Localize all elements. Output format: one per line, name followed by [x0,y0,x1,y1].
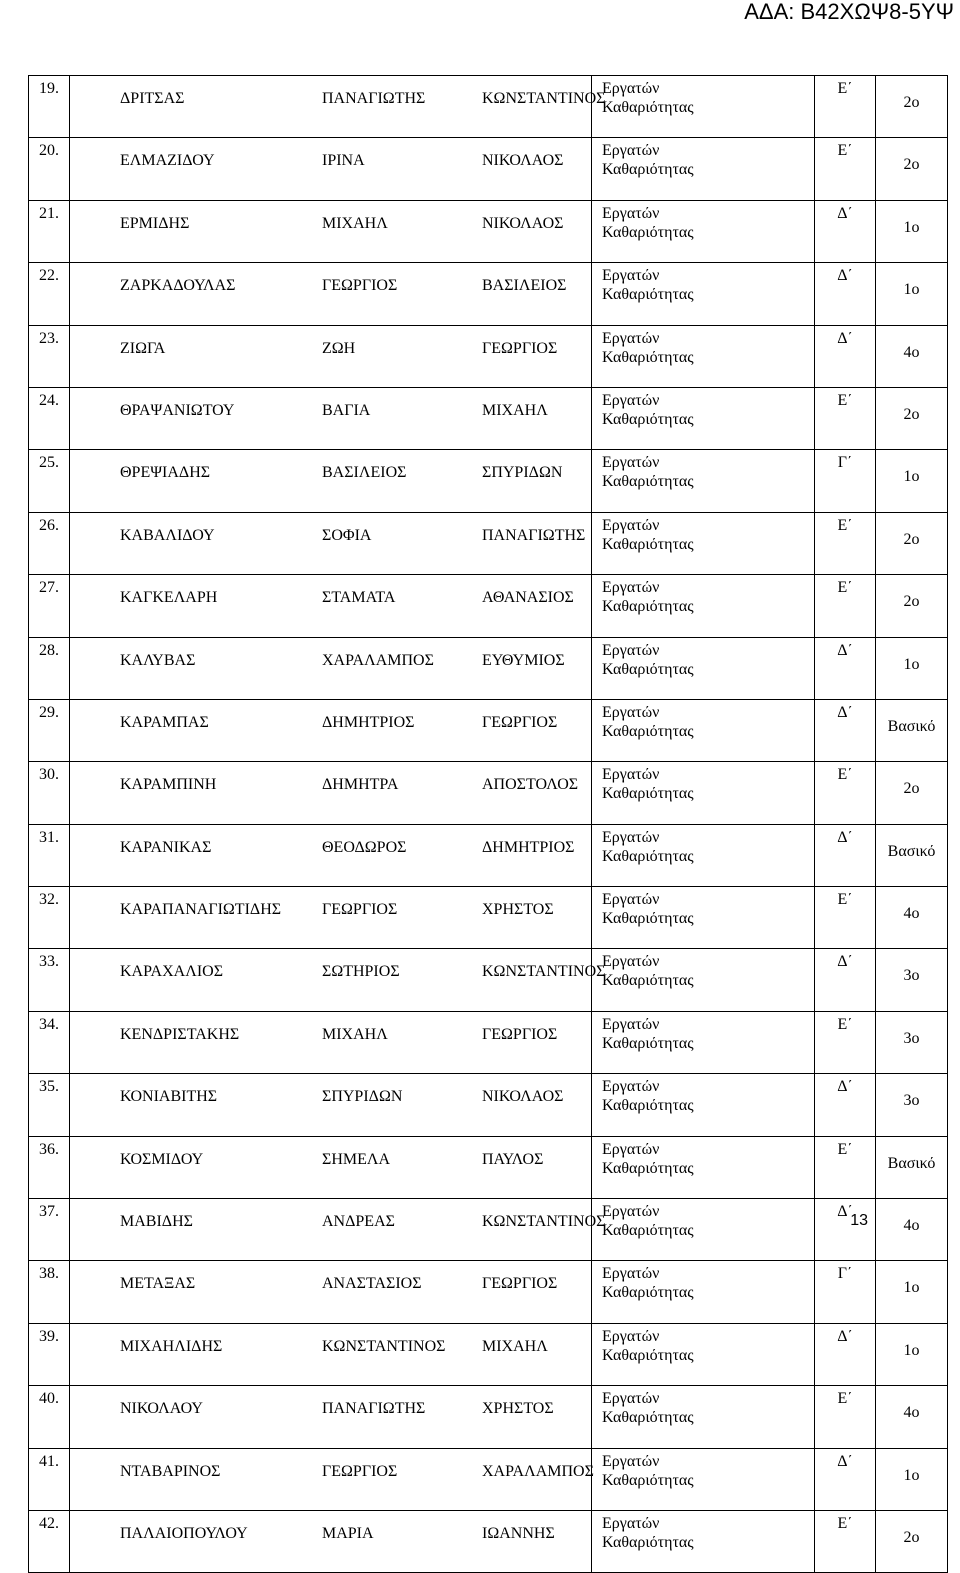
table-row [29,1261,948,1323]
grade: 2ο [876,575,948,637]
table-row [29,263,948,325]
surname: ΚΑΡΑΧΑΛΙΟΣ [120,963,224,981]
specialty-line-2: Καθαριότητας [602,1471,694,1489]
name-cell [70,325,592,387]
category: Δ΄ [815,325,876,387]
row-number: 38. [29,1261,70,1323]
specialty-cell [592,1136,815,1198]
category: Ε΄ [815,1510,876,1572]
first-name: ΜΙΧΑΗΛ [322,1025,388,1043]
specialty-line-1: Εργατών [602,828,660,846]
first-name: ΧΑΡΑΛΑΜΠΟΣ [322,651,434,669]
father-name: ΙΩΑΝΝΗΣ [482,1524,555,1542]
surname: ΚΑΡΑΝΙΚΑΣ [120,838,212,856]
father-name: ΧΑΡΑΛΑΜΠΟΣ [482,1462,594,1480]
category: Ε΄ [815,76,876,138]
row-number: 32. [29,887,70,949]
specialty-line-2: Καθαριότητας [602,1409,694,1427]
specialty-line-1: Εργατών [602,1078,660,1096]
father-name: ΑΠΟΣΤΟΛΟΣ [482,776,579,794]
category: Δ΄ [815,1074,876,1136]
surname: ΚΑΓΚΕΛΑΡΗ [120,589,218,607]
father-name: ΓΕΩΡΓΙΟΣ [482,1025,558,1043]
row-number: 27. [29,575,70,637]
specialty-line-2: Καθαριότητας [602,473,694,491]
specialty-cell [592,450,815,512]
table-row [29,887,948,949]
row-number: 40. [29,1386,70,1448]
surname: ΖΙΩΓΑ [120,339,166,357]
surname: ΕΡΜΙΔΗΣ [120,214,190,232]
specialty-cell [592,1510,815,1572]
table-row [29,1011,948,1073]
specialty-line-1: Εργατών [602,80,660,97]
first-name: ΙΡΙΝΑ [322,152,365,170]
specialty-line-1: Εργατών [602,142,660,160]
row-number: 19. [29,76,70,138]
specialty-line-2: Καθαριότητας [602,161,694,179]
first-name: ΓΕΩΡΓΙΟΣ [322,1462,398,1480]
grade: 1ο [876,1323,948,1385]
surname: ΠΑΛΑΙΟΠΟΥΛΟΥ [120,1524,248,1542]
table-row [29,637,948,699]
specialty-line-1: Εργατών [602,329,660,347]
category: Ε΄ [815,1011,876,1073]
row-number: 23. [29,325,70,387]
grade: 1ο [876,450,948,512]
first-name: ΓΕΩΡΓΙΟΣ [322,277,398,295]
table-row [29,1199,948,1261]
surname: ΚΑΡΑΠΑΝΑΓΙΩΤΙΔΗΣ [120,901,282,919]
father-name: ΚΩΝΣΤΑΝΤΙΝΟΣ [482,1213,606,1231]
table-row [29,699,948,761]
father-name: ΚΩΝΣΤΑΝΤΙΝΟΣ [482,90,606,107]
grade: 4ο [876,1386,948,1448]
specialty-line-2: Καθαριότητας [602,1222,694,1240]
name-cell [70,1448,592,1510]
specialty-line-1: Εργατών [602,267,660,285]
specialty-line-2: Καθαριότητας [602,598,694,616]
category: Δ΄ [815,824,876,886]
father-name: ΕΥΘΥΜΙΟΣ [482,651,565,669]
grade: 1ο [876,1261,948,1323]
specialty-cell [592,699,815,761]
specialty-line-2: Καθαριότητας [602,1346,694,1364]
first-name: ΣΠΥΡΙΔΩΝ [322,1088,403,1106]
employee-table-body [29,76,948,1573]
grade: 1ο [876,200,948,262]
specialty-line-1: Εργατών [602,579,660,597]
surname: ΝΤΑΒΑΡΙΝΟΣ [120,1462,221,1480]
table-row [29,325,948,387]
specialty-line-2: Καθαριότητας [602,1097,694,1115]
father-name: ΠΑΝΑΓΙΩΤΗΣ [482,526,586,544]
first-name: ΖΩΗ [322,339,356,357]
surname: ΖΑΡΚΑΔΟΥΛΑΣ [120,277,236,295]
grade: 4ο [876,325,948,387]
row-number: 20. [29,138,70,200]
first-name: ΘΕΟΔΩΡΟΣ [322,838,407,856]
surname: ΜΑΒΙΔΗΣ [120,1213,193,1231]
surname: ΚΑΛΥΒΑΣ [120,651,196,669]
first-name: ΑΝΔΡΕΑΣ [322,1213,395,1231]
table-row [29,138,948,200]
father-name: ΣΠΥΡΙΔΩΝ [482,464,563,482]
specialty-line-1: Εργατών [602,953,660,971]
specialty-cell [592,1199,815,1261]
specialty-cell [592,1448,815,1510]
row-number: 22. [29,263,70,325]
category: Δ΄ [815,699,876,761]
specialty-line-1: Εργατών [602,454,660,472]
specialty-cell [592,512,815,574]
specialty-cell [592,949,815,1011]
category: Ε΄ [815,512,876,574]
specialty-cell [592,76,815,138]
specialty-line-1: Εργατών [602,1203,660,1221]
surname: ΚΑΒΑΛΙΔΟΥ [120,526,215,544]
table-row [29,76,948,138]
father-name: ΜΙΧΑΗΛ [482,1337,548,1355]
father-name: ΓΕΩΡΓΙΟΣ [482,339,558,357]
specialty-line-1: Εργατών [602,703,660,721]
specialty-cell [592,762,815,824]
name-cell [70,387,592,449]
specialty-line-1: Εργατών [602,516,660,534]
row-number: 26. [29,512,70,574]
specialty-cell [592,200,815,262]
category: Δ΄ [815,263,876,325]
table-row [29,824,948,886]
row-number: 35. [29,1074,70,1136]
name-cell [70,575,592,637]
category: Γ΄ [815,450,876,512]
name-cell [70,450,592,512]
specialty-line-1: Εργατών [602,766,660,784]
first-name: ΔΗΜΗΤΡΑ [322,776,399,794]
specialty-line-1: Εργατών [602,1514,660,1532]
grade: Βασικό [876,1136,948,1198]
row-number: 30. [29,762,70,824]
first-name: ΜΙΧΑΗΛ [322,214,388,232]
surname: ΝΙΚΟΛΑΟΥ [120,1400,203,1418]
grade: Βασικό [876,824,948,886]
grade: 3ο [876,949,948,1011]
father-name: ΠΑΥΛΟΣ [482,1150,544,1168]
name-cell [70,200,592,262]
name-cell [70,263,592,325]
father-name: ΓΕΩΡΓΙΟΣ [482,713,558,731]
father-name: ΝΙΚΟΛΑΟΣ [482,1088,564,1106]
father-name: ΝΙΚΟΛΑΟΣ [482,214,564,232]
name-cell [70,887,592,949]
table-row [29,1323,948,1385]
table-row [29,1386,948,1448]
category: Ε΄ [815,1386,876,1448]
first-name: ΑΝΑΣΤΑΣΙΟΣ [322,1275,422,1293]
first-name: ΒΑΓΙΑ [322,401,371,419]
row-number: 39. [29,1323,70,1385]
specialty-line-1: Εργατών [602,391,660,409]
specialty-line-2: Καθαριότητας [602,1533,694,1551]
surname: ΕΛΜΑΖΙΔΟΥ [120,152,215,170]
specialty-line-1: Εργατών [602,1327,660,1345]
name-cell [70,1136,592,1198]
specialty-line-1: Εργατών [602,1140,660,1158]
surname: ΘΡΕΨΙΑΔΗΣ [120,464,211,482]
specialty-line-2: Καθαριότητας [602,847,694,865]
specialty-cell [592,1323,815,1385]
grade: 1ο [876,637,948,699]
category: Δ΄ [815,200,876,262]
category: Ε΄ [815,138,876,200]
name-cell [70,949,606,1011]
category: Ε΄ [815,387,876,449]
specialty-line-2: Καθαριότητας [602,348,694,366]
specialty-line-1: Εργατών [602,1015,660,1033]
specialty-line-2: Καθαριότητας [602,1159,694,1177]
table-row [29,1136,948,1198]
name-cell [70,1074,592,1136]
specialty-line-2: Καθαριότητας [602,785,694,803]
grade: 2ο [876,138,948,200]
father-name: ΓΕΩΡΓΙΟΣ [482,1275,558,1293]
grade: 2ο [876,76,948,138]
row-number: 24. [29,387,70,449]
specialty-line-2: Καθαριότητας [602,535,694,553]
row-number: 36. [29,1136,70,1198]
grade: 1ο [876,263,948,325]
surname: ΚΕΝΔΡΙΣΤΑΚΗΣ [120,1025,240,1043]
ada-code: ΑΔΑ: Β42ΧΩΨ8-5ΥΨ [744,0,954,24]
first-name: ΓΕΩΡΓΙΟΣ [322,901,398,919]
specialty-line-2: Καθαριότητας [602,1284,694,1302]
specialty-line-2: Καθαριότητας [602,99,694,116]
table-row [29,1510,948,1572]
name-cell [70,637,592,699]
first-name: ΣΗΜΕΛΑ [322,1150,391,1168]
specialty-cell [592,387,815,449]
grade: 4ο [876,887,948,949]
specialty-line-1: Εργατών [602,1265,660,1283]
category: Ε΄ [815,575,876,637]
specialty-line-2: Καθαριότητας [602,910,694,928]
first-name: ΒΑΣΙΛΕΙΟΣ [322,464,407,482]
specialty-cell [592,637,815,699]
first-name: ΣΩΤΗΡΙΟΣ [322,963,400,981]
specialty-cell [592,263,815,325]
table-row [29,512,948,574]
specialty-line-1: Εργατών [602,641,660,659]
row-number: 33. [29,949,70,1011]
specialty-cell [592,824,815,886]
first-name: ΜΑΡΙΑ [322,1524,374,1542]
specialty-cell [592,325,815,387]
specialty-line-1: Εργατών [602,891,660,909]
specialty-line-2: Καθαριότητας [602,722,694,740]
category: Δ΄ [815,1448,876,1510]
category: Ε΄ [815,762,876,824]
name-cell [70,699,592,761]
specialty-cell [592,1011,815,1073]
table-row [29,450,948,512]
employee-table [28,75,948,1573]
first-name: ΠΑΝΑΓΙΩΤΗΣ [322,1400,426,1418]
specialty-line-2: Καθαριότητας [602,223,694,241]
surname: ΚΟΣΜΙΔΟΥ [120,1150,204,1168]
first-name: ΚΩΝΣΤΑΝΤΙΝΟΣ [322,1337,446,1355]
specialty-cell [592,575,815,637]
father-name: ΜΙΧΑΗΛ [482,401,548,419]
father-name: ΧΡΗΣΤΟΣ [482,901,554,919]
row-number: 28. [29,637,70,699]
row-number: 41. [29,1448,70,1510]
row-number: 21. [29,200,70,262]
grade: 1ο [876,1448,948,1510]
father-name: ΝΙΚΟΛΑΟΣ [482,152,564,170]
specialty-cell [592,138,815,200]
name-cell [70,138,592,200]
table-row [29,1448,948,1510]
row-number: 34. [29,1011,70,1073]
specialty-cell [592,1261,815,1323]
name-cell [70,824,592,886]
grade: 2ο [876,387,948,449]
grade: Βασικό [876,699,948,761]
name-cell [70,76,606,138]
specialty-cell [592,887,815,949]
category: Δ΄ [815,1199,876,1261]
row-number: 37. [29,1199,70,1261]
category: Γ΄ [815,1261,876,1323]
row-number: 42. [29,1510,70,1572]
table-row [29,762,948,824]
row-number: 25. [29,450,70,512]
first-name: ΣΟΦΙΑ [322,526,372,544]
table-row [29,949,948,1011]
grade: 2ο [876,1510,948,1572]
father-name: ΔΗΜΗΤΡΙΟΣ [482,838,575,856]
name-cell [70,1199,606,1261]
father-name: ΧΡΗΣΤΟΣ [482,1400,554,1418]
surname: ΘΡΑΨΑΝΙΩΤΟΥ [120,401,235,419]
table-row [29,200,948,262]
name-cell [70,1386,592,1448]
grade: 2ο [876,512,948,574]
grade: 2ο [876,762,948,824]
table-row [29,575,948,637]
row-number: 29. [29,699,70,761]
specialty-line-1: Εργατών [602,1390,660,1408]
first-name: ΣΤΑΜΑΤΑ [322,589,396,607]
father-name: ΚΩΝΣΤΑΝΤΙΝΟΣ [482,963,606,981]
specialty-line-2: Καθαριότητας [602,286,694,304]
name-cell [70,1011,592,1073]
category: Ε΄ [815,1136,876,1198]
father-name: ΒΑΣΙΛΕΙΟΣ [482,277,567,295]
grade: 3ο [876,1074,948,1136]
grade: 4ο [876,1199,948,1261]
category: Δ΄ [815,949,876,1011]
name-cell [70,512,592,574]
specialty-line-2: Καθαριότητας [602,1034,694,1052]
category: Δ΄ [815,1323,876,1385]
specialty-line-1: Εργατών [602,204,660,222]
category: Ε΄ [815,887,876,949]
specialty-line-2: Καθαριότητας [602,660,694,678]
category: Δ΄ [815,637,876,699]
name-cell [70,1261,592,1323]
specialty-line-2: Καθαριότητας [602,972,694,990]
page-number: 13 [850,1212,868,1229]
surname: ΔΡΙΤΣΑΣ [120,90,185,107]
grade: 3ο [876,1011,948,1073]
surname: ΜΕΤΑΞΑΣ [120,1275,196,1293]
specialty-cell [592,1074,815,1136]
surname: ΚΑΡΑΜΠΑΣ [120,713,209,731]
name-cell [70,1510,592,1572]
table-row [29,387,948,449]
table-row [29,1074,948,1136]
name-cell [70,1323,592,1385]
surname: ΜΙΧΑΗΛΙΔΗΣ [120,1337,223,1355]
father-name: ΑΘΑΝΑΣΙΟΣ [482,589,574,607]
specialty-line-2: Καθαριότητας [602,410,694,428]
row-number: 31. [29,824,70,886]
first-name: ΠΑΝΑΓΙΩΤΗΣ [322,90,426,107]
specialty-cell [592,1386,815,1448]
surname: ΚΑΡΑΜΠΙΝΗ [120,776,217,794]
surname: ΚΟΝΙΑΒΙΤΗΣ [120,1088,218,1106]
first-name: ΔΗΜΗΤΡΙΟΣ [322,713,415,731]
specialty-line-1: Εργατών [602,1452,660,1470]
name-cell [70,762,592,824]
